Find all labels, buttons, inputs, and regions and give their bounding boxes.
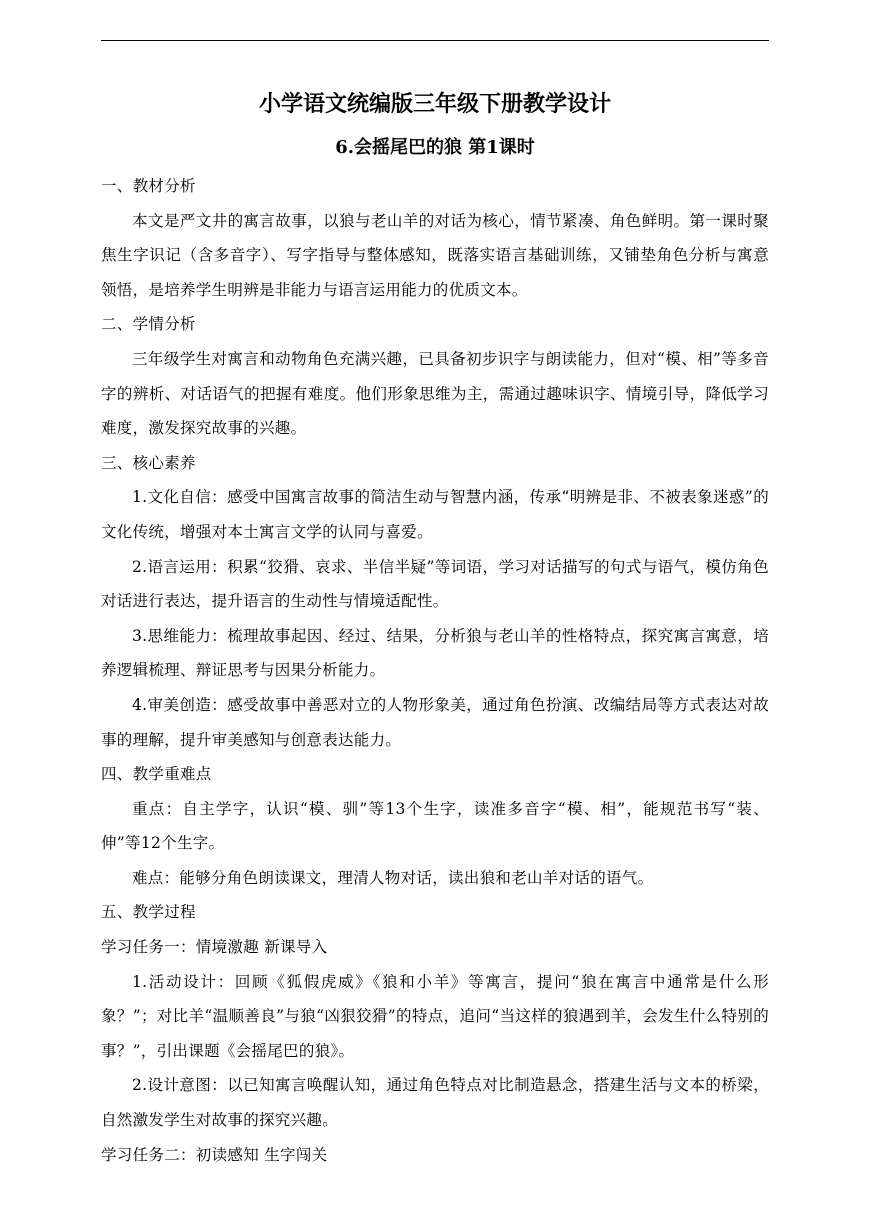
task-heading-2: 学习任务二：初读感知 生字闯关 xyxy=(101,1145,328,1164)
header-rule xyxy=(101,40,769,41)
paragraph-cultural-confidence: 1.文化自信：感受中国寓言故事的简洁生动与智慧内涵，传承“明辨是非、不被表象迷惑”的文化传统，增强对本土寓言文学的认同与喜爱。 xyxy=(101,488,769,541)
paragraph-language-use: 2.语言运用：积累“狡猾、哀求、半信半疑”等词语，学习对话描写的句式与语气，模仿角色对话进行表达，提升语言的生动性与情境适配性。 xyxy=(101,557,769,611)
paragraph-textbook-analysis: 本文是严文井的寓言故事，以狼与老山羊的对话为核心，情节紧凑、角色鲜明。第一课时聚焦生字识记（含多音字）、写字指导与整体感知，既落实语言基础训练，又铺垫角色分析与寓意领悟，是培养学生明辨是非能力与语言运用能力的优质文本。 xyxy=(101,211,769,299)
paragraph-thinking-ability: 3.思维能力：梳理故事起因、经过、结果，分析狼与老山羊的性格特点，探究寓言寓意，培养逻辑梳理、辩证思考与因果分析能力。 xyxy=(101,626,769,680)
paragraph-student-analysis: 三年级学生对寓言和动物角色充满兴趣，已具备初步识字与朗读能力，但对“模、相”等多音字的辨析、对话语气的把握有难度。他们形象思维为主，需通过趣味识字、情境引导，降低学习难度，激发探究故事的兴趣。 xyxy=(101,349,769,438)
section-heading-student-analysis: 二、学情分析 xyxy=(101,315,196,334)
task-heading-1: 学习任务一：情境激趣 新课导入 xyxy=(101,938,328,957)
paragraph-design-intent: 2.设计意图：以已知寓言唤醒认知，通过角色特点对比制造悬念，搭建生活与文本的桥梁，自然激发学生对故事的探究兴趣。 xyxy=(101,1076,769,1130)
paragraph-key-points: 重点：自主学字，认识“模、驯”等13个生字，读准多音字“模、相”，能规范书写“装、伸”等12个生字。 xyxy=(101,799,769,853)
paragraph-aesthetic-creation: 4.审美创造：感受故事中善恶对立的人物形象美，通过角色扮演、改编结局等方式表达对故事的理解，提升审美感知与创意表达能力。 xyxy=(101,695,769,749)
paragraph-difficulties: 难点：能够分角色朗读课文，理清人物对话，读出狼和老山羊对话的语气。 xyxy=(132,868,654,887)
section-heading-teaching-process: 五、教学过程 xyxy=(101,903,196,922)
lesson-subtitle: 6.会摇尾巴的狼 第1课时 xyxy=(335,137,535,158)
spacer xyxy=(101,161,769,169)
section-heading-textbook-analysis: 一、教材分析 xyxy=(101,177,196,195)
document-title: 小学语文统编版三年级下册教学设计 xyxy=(258,91,611,117)
paragraph-activity-design: 1.活动设计：回顾《狐假虎威》《狼和小羊》等寓言，提问“狼在寓言中通常是什么形象？”；对比羊“温顺善良”与狼“凶狠狡猾”的特点，追问“当这样的狼遇到羊，会发生什么特别的事？”，引出课题《会摇尾巴的狼》。 xyxy=(101,972,769,1060)
section-heading-core-literacy: 三、核心素养 xyxy=(101,453,196,472)
document-content xyxy=(101,89,769,1172)
section-heading-key-difficulties: 四、教学重难点 xyxy=(101,765,212,784)
